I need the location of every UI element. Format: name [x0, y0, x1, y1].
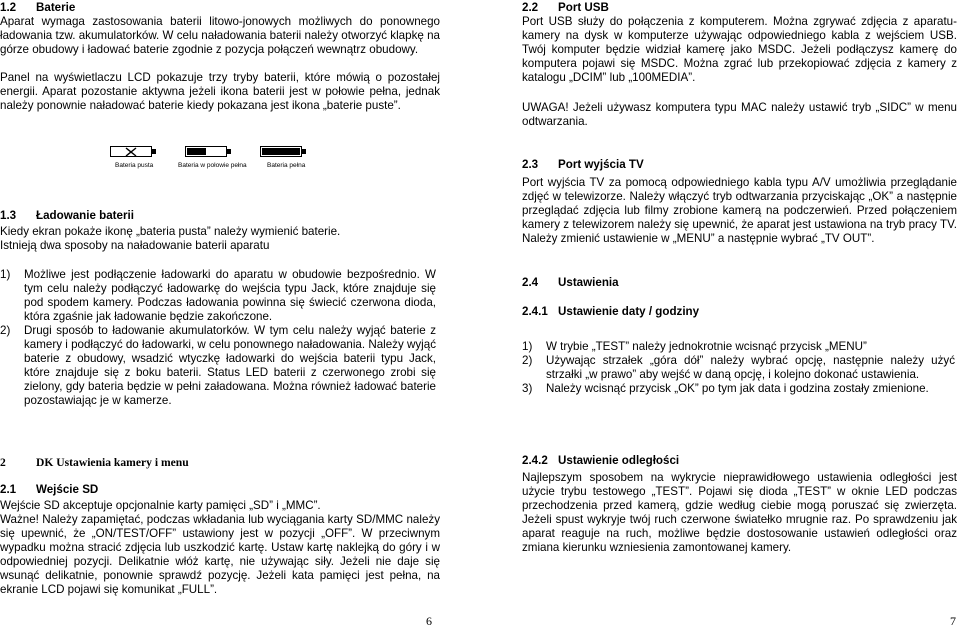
- date-time-steps-list: [522, 340, 955, 396]
- distance-paragraph: Najlepszym sposobem na wykrycie nieprawidłowego ustawienia odległości jest użycie trybu testowego „TEST”. Pojawi się dioda „TEST” w oknie LED podczas przechodzenia przed kamerą, gdzie według ciebie mogą poruszać się zwierzęta. Jeżeli spust wykryje twój ruch czerwone światełko mrugnie raz. Po sprawdzeniu jak aparat reaguje na ruch, możliwe będzie dostosowanie ustawień odległości oraz zmiana kierunku wzniesienia zamontowanej kamery.: [522, 471, 957, 554]
- battery-empty-icon: [110, 145, 158, 159]
- sd-intro: Wejście SD akceptuje opcjonalnie karty pamięci „SD” i „MMC”.: [0, 499, 321, 512]
- list-item: 3) Należy wcisnąć przycisk „OK” po tym jak data i godzina zostały zmienione.: [522, 382, 929, 395]
- heading-title: Ustawienie odległości: [558, 454, 680, 467]
- tv-out-paragraph: Port wyjścia TV za pomocą odpowiedniego kabla typu A/V umożliwia przeglądanie zdjęć w telewizorze. Należy włączyć tryb odtwarzania przyciskając „OK” a następnie przeglądać zdjęcia lub filmy zrobione kamerą na podczerwień. Przed połączeniem kamery z telewizorem należy się upewnić, że aparat jest ustawiona na tryb pracy TV. Należy zmienić ustawienie w „MENU” a następnie wybrać „TV OUT”.: [522, 176, 957, 245]
- page-number: 7: [950, 614, 956, 628]
- heading-number: 2.3: [522, 158, 539, 171]
- heading-1-2: [0, 1, 75, 14]
- heading-2-3: [522, 158, 644, 171]
- charging-intro: Kiedy ekran pokaże ikonę „bateria pusta” należy wymienić baterie.: [0, 225, 341, 238]
- heading-title: Port USB: [558, 1, 609, 14]
- battery-paragraph-2: Panel na wyświetlaczu LCD pokazuje trzy tryby baterii, które mówią o pozostałej energii. Aparat pozostanie aktywna jeżeli ikona baterii jest w połowie pełna, jednak należy ponownie naładować baterie kiedy pokazana jest ikona „baterie puste”.: [0, 71, 440, 112]
- page-number: 6: [426, 614, 432, 628]
- heading-title: Port wyjścia TV: [558, 158, 644, 171]
- battery-paragraph-1: Aparat wymaga zastosowania baterii litowo-jonowych możliwych do ponownego ładowania tzw. akumulatorków. W celu naładowania baterii należy otworzyć klapkę na górze obudowy i ładować baterie zgodnie z pozycja połączeń wewnątrz obudowy.: [0, 15, 440, 56]
- heading-2-4: [522, 276, 619, 289]
- heading-number: 2.4.2: [522, 454, 548, 467]
- battery-status-figure: [110, 145, 310, 173]
- heading-number: 1.3: [0, 209, 17, 222]
- heading-title: Wejście SD: [36, 483, 99, 496]
- battery-label-empty: Bateria pusta: [115, 162, 154, 169]
- heading-number: 2: [0, 456, 6, 469]
- heading-1-3: [0, 209, 134, 222]
- cross-icon: [110, 145, 152, 159]
- charging-methods-list: [0, 268, 436, 408]
- heading-number: 1.2: [0, 1, 17, 14]
- heading-2-4-2: [522, 454, 679, 467]
- heading-number: 2.4: [522, 276, 539, 289]
- heading-number: 2.1: [0, 483, 17, 496]
- heading-2-1: [0, 483, 98, 496]
- heading-title: Ładowanie baterii: [36, 209, 134, 222]
- heading-2-2: [522, 1, 609, 14]
- usb-warning: UWAGA! Jeżeli używasz komputera typu MAC należy ustawić tryb „SIDC” w menu odtwarzania.: [522, 101, 957, 128]
- list-item: 1) Możliwe jest podłączenie ładowarki do aparatu w obudowie bezpośrednio. W tym celu należy podłączyć ładowarkę do wejścia typu Jack, które znajduje się pod spodem kamery. Podczas ładowania powinna się świecić czerwona dioda, która zgaśnie jak ładowanie będzie zakończone.: [0, 268, 436, 323]
- heading-title: DK Ustawienia kamery i menu: [36, 456, 189, 469]
- heading-title: Ustawienie daty / godziny: [558, 305, 700, 318]
- sd-warning: Ważne! Należy zapamiętać, podczas wkładania lub wyciągania karty SD/MMC należy się upewnić, że „ON/TEST/OFF” ustawiony jest w pozycji „OFF”. W przeciwnym wypadku można stracić zdjęcia lub uszkodzić kartę. Ustaw kartę naklejką do góry i w odpowiedniej pozycji. Delikatnie włóż kartę, nie używając siły. Jeżeli nie daje się wsunąć delikatnie, ponownie sprawdź pozycję. Jeżeli kata pamięci jest pełna, na ekranie LCD pojawi się komunikat „FULL”.: [0, 513, 440, 596]
- battery-label-half: Bateria w połowie pełna: [178, 162, 247, 169]
- heading-number: 2.2: [522, 1, 539, 14]
- heading-title: Baterie: [36, 1, 76, 14]
- battery-full-icon: [260, 145, 308, 159]
- charging-methods-intro: Istnieją dwa sposoby na naładowanie baterii aparatu: [0, 239, 270, 252]
- list-item: 1) W trybie „TEST” należy jednokrotnie wcisnąć przycisk „MENU”: [522, 340, 867, 353]
- heading-2: [0, 456, 189, 469]
- battery-label-full: Bateria pełna: [267, 162, 306, 169]
- heading-number: 2.4.1: [522, 305, 548, 318]
- usb-paragraph: Port USB służy do połączenia z komputerem. Można zgrywać zdjęcia z aparatu-kamery na dysk w komputerze używając odpowiedniego kabla z wejściem USB. Twój komputer będzie widział kamerę jako MSDC. Jeżeli podłączysz kamerę do komputera pojawi się MSDC. Można zgrać lub przekopiować zdjęcia z kamery z katalogu „DCIM” lub „100MEDIA”.: [522, 15, 957, 84]
- heading-2-4-1: [522, 305, 699, 318]
- list-item: 2) Drugi sposób to ładowanie akumulatorków. W tym celu należy wyjąć baterie z kamery i podłączyć do ładowarki, w celu ponownego naładowania. Należy wyjąć baterie z obudowy, wsadzić wtyczkę ładowarki do wejścia baterii typu Jack, które znajduje się z boku baterii. Status LED baterii z czerwonego zrobi się zielony, gdy bateria będzie w pełni załadowana. Można również ładować baterie pozostawiając je w kamerze.: [0, 324, 436, 407]
- heading-title: Ustawienia: [558, 276, 619, 289]
- list-item: 2) Używając strzałek „góra dół” należy wybrać opcję, następnie należy użyć strzałki „w prawo” aby wejść w daną opcję, i kolejno dokonać ustawienia.: [522, 354, 955, 381]
- battery-half-icon: [185, 145, 233, 159]
